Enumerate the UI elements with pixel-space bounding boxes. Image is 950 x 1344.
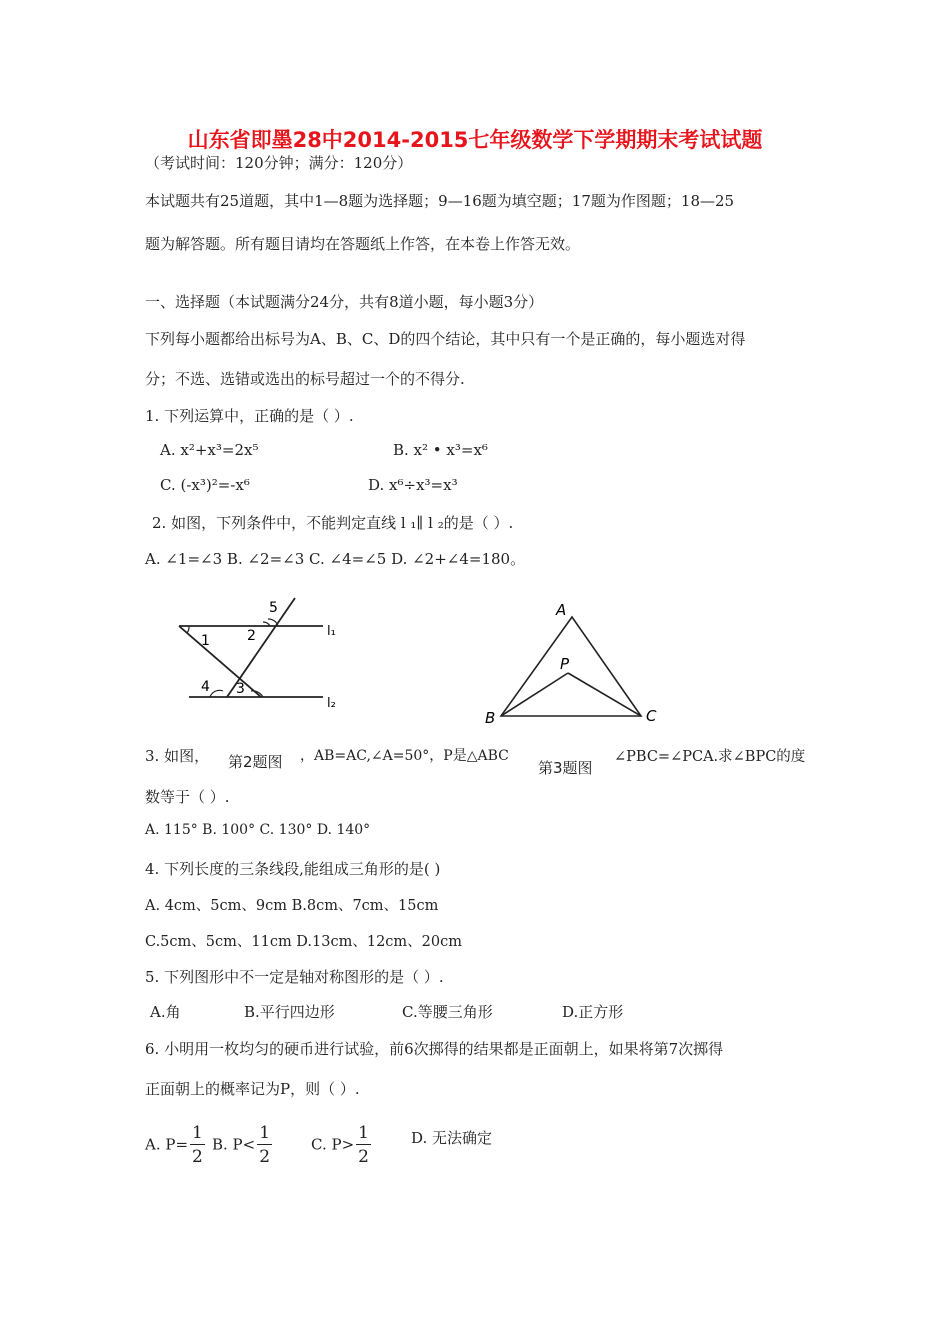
exam-info: （考试时间：120分钟；满分：120分）: [145, 154, 413, 172]
figure-3-caption: 第3题图: [538, 759, 593, 777]
fig3-label-a: A: [556, 601, 567, 619]
q3-stem-c: ∠PBC=∠PCA.求∠BPC的度: [614, 749, 806, 765]
fraction-one-half: $\frac{1}{2}$: [259, 1123, 271, 1167]
q6-option-a: [145, 1125, 207, 1166]
q1-option-c: C. (-x³)²=-x⁶: [160, 476, 250, 494]
q6-option-b: [212, 1125, 274, 1166]
q4-stem: 4. 下列长度的三条线段,能组成三角形的是( ): [145, 860, 441, 878]
fig2-label-l1: l₁: [327, 624, 336, 639]
intro-line-1: 本试题共有25道题，其中1—8题为选择题；9—16题为填空题；17题为作图题；18—25: [145, 192, 735, 210]
figure-2-diagram: [165, 590, 355, 720]
q6-option-d: D. 无法确定: [411, 1129, 493, 1147]
q5-option-d: D.正方形: [562, 1003, 624, 1021]
intro-line-2: 题为解答题。所有题目请均在答题纸上作答，在本卷上作答无效。: [145, 235, 581, 253]
section-instruction-2: 分；不选、选错或选出的标号超过一个的不得分.: [145, 370, 465, 388]
q6-option-b-label: B. P<: [212, 1135, 256, 1154]
q2-stem: 2. 如图，下列条件中，不能判定直线 l ₁∥ l ₂的是（ ）.: [152, 514, 514, 532]
fig2-label-5: 5: [269, 600, 278, 616]
fig2-label-2: 2: [247, 628, 256, 644]
fig2-label-1: 1: [201, 633, 210, 649]
q3-stem-2: 数等于（ ）.: [145, 788, 230, 806]
q6-line-1: 6. 小明用一枚均匀的硬币进行试验，前6次掷得的结果都是正面朝上，如果将第7次掷得: [145, 1040, 724, 1058]
q6-option-c-label: C. P>: [311, 1135, 355, 1154]
q1-option-a: A. x²+x³=2x⁵: [160, 441, 259, 459]
fig3-label-b: B: [485, 709, 496, 727]
fraction-one-half: $\frac{1}{2}$: [358, 1123, 369, 1167]
q4-options-row-1: A. 4cm、5cm、9cm B.8cm、7cm、15cm: [145, 898, 439, 914]
fig3-label-c: C: [646, 707, 657, 725]
q5-stem: 5. 下列图形中不一定是轴对称图形的是（ ）.: [145, 968, 444, 986]
triangle-abc: [501, 617, 641, 716]
figure-3-diagram: [480, 595, 670, 730]
section-heading: 一、选择题（本试题满分24分，共有8道小题，每小题3分）: [145, 293, 544, 311]
fig3-label-p: P: [560, 655, 570, 673]
q3-stem-a: 3. 如图，: [145, 747, 210, 765]
q5-option-c: C.等腰三角形: [402, 1003, 493, 1021]
q4-options-row-2: C.5cm、5cm、11cm D.13cm、12cm、20cm: [145, 934, 462, 950]
q1-stem: 1. 下列运算中，正确的是（ ）.: [145, 407, 354, 425]
q5-option-b: B.平行四边形: [244, 1003, 335, 1021]
q1-option-d: D. x⁶÷x³=x³: [368, 476, 458, 494]
fig2-label-l2: l₂: [327, 696, 336, 711]
segment-bp: [501, 673, 568, 716]
q1-option-b: B. x² • x³=x⁶: [393, 441, 488, 459]
section-instruction-1: 下列每小题都给出标号为A、B、C、D的四个结论，其中只有一个是正确的，每小题选对得: [145, 330, 746, 348]
fig2-label-3: 3: [236, 681, 245, 697]
q6-option-a-label: A. P=: [145, 1135, 189, 1154]
q6-line-2: 正面朝上的概率记为P，则（ ）.: [145, 1080, 360, 1098]
fraction-one-half: $\frac{1}{2}$: [192, 1123, 203, 1167]
q3-stem-b: ，AB=AC,∠A=50°，P是△ABC: [300, 748, 509, 764]
q2-options: A. ∠1=∠3 B. ∠2=∠3 C. ∠4=∠5 D. ∠2+∠4=180。: [145, 550, 526, 568]
figure-2-caption: 第2题图: [228, 753, 283, 771]
fig2-label-4: 4: [201, 679, 210, 695]
q5-option-a: A.角: [150, 1003, 181, 1021]
segment-pc: [568, 673, 641, 716]
q6-option-c: [311, 1125, 373, 1166]
page-title: 山东省即墨28中2014-2015七年级数学下学期期末考试试题: [187, 128, 763, 152]
q3-options: A. 115° B. 100° C. 130° D. 140°: [145, 822, 371, 838]
